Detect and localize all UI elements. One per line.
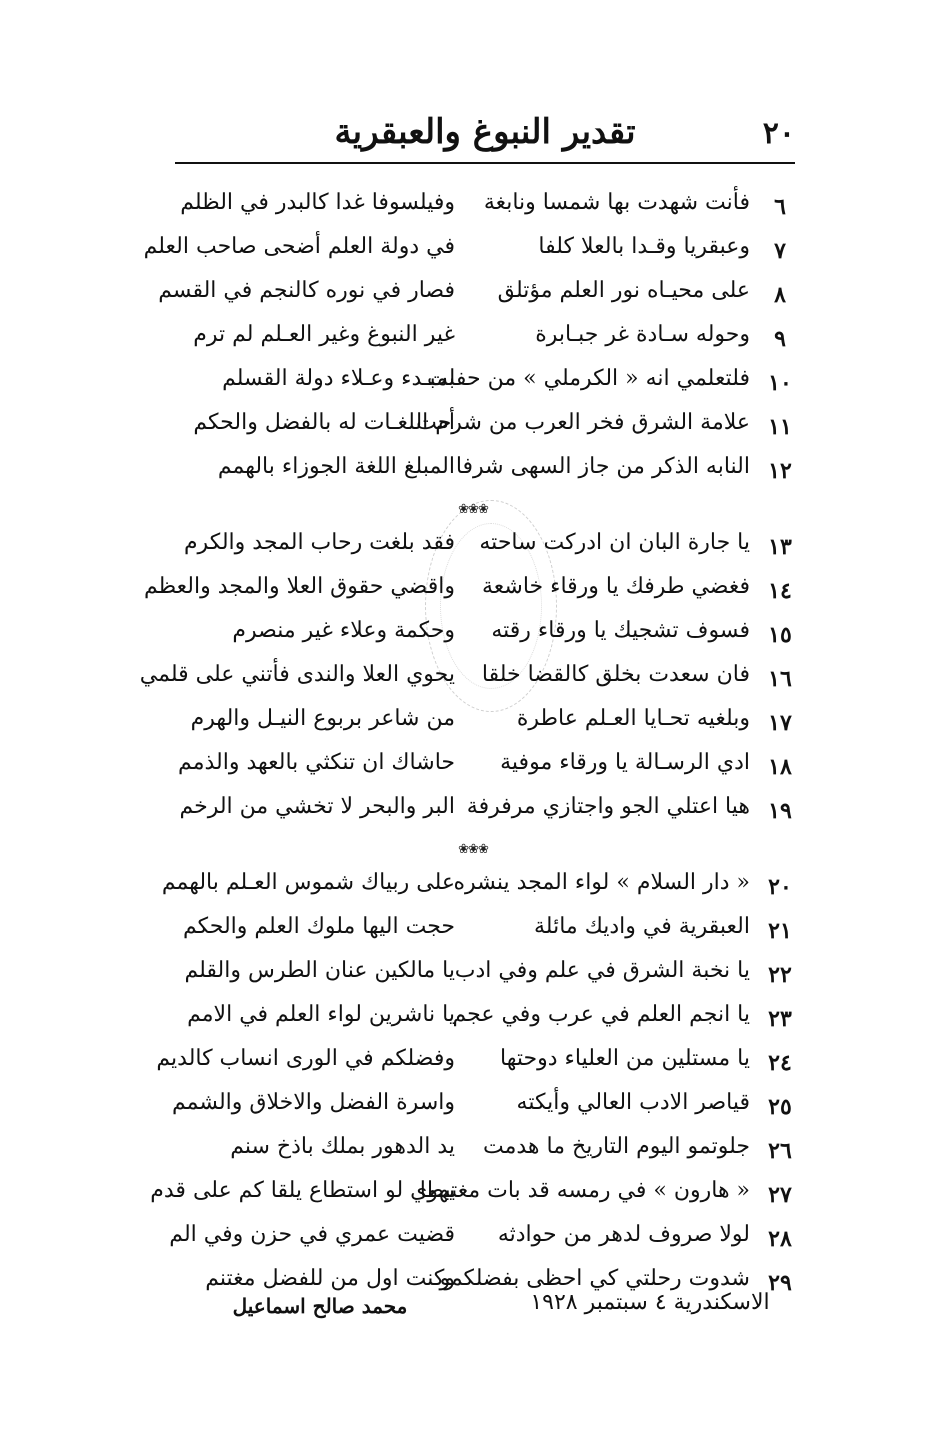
verse-line — [143, 574, 800, 618]
verse-second-hemistich: قضيت عمري في حزن وفي الم — [169, 1222, 455, 1247]
verse-number: ١٠ — [768, 370, 792, 396]
verse-first-hemistich: فلتعلمي انه « الكرملي » من حفلت — [427, 366, 750, 391]
verse-first-hemistich: يا جارة البان ان ادركت ساحته — [479, 530, 750, 555]
verse-first-hemistich: فأنت شهدت بها شمسا ونابغة — [483, 190, 750, 215]
verse-line — [156, 1046, 800, 1090]
verse-number: ١٦ — [768, 666, 792, 692]
verse-line — [175, 530, 800, 574]
verse-first-hemistich: علامة الشرق فخر العرب من شرحت — [416, 410, 750, 435]
verse-first-hemistich: هيا اعتلي الجو واجتازي مرفرفة — [466, 794, 750, 819]
verse-line — [175, 410, 800, 454]
running-title: تقدير النبوغ والعبقرية — [334, 112, 636, 152]
verse-number: ١١ — [768, 414, 792, 440]
verse-number: ٢١ — [768, 918, 792, 944]
verse-second-hemistich: بمبـدء وعـلاء دولة القسلم — [222, 366, 455, 391]
verse-number: ٢٧ — [768, 1182, 792, 1208]
verse-second-hemistich: واسرة الفضل والاخلاق والشمم — [171, 1090, 455, 1115]
verse-line — [175, 618, 800, 662]
verse-number: ٢٠ — [768, 874, 792, 900]
verse-line — [175, 750, 800, 794]
verse-second-hemistich: حجت اليها ملوك العلم والحكم — [182, 914, 455, 939]
verse-number: ١٤ — [768, 578, 792, 604]
verse-first-hemistich: جلوتمو اليوم التاريخ ما هدمت — [483, 1134, 750, 1159]
verse-second-hemistich: يهوي لو استطاع يلقا كم على قدم — [150, 1178, 455, 1203]
verse-line — [161, 870, 800, 914]
verse-second-hemistich: غير النبوغ وغير العـلم لم ترم — [193, 322, 455, 347]
verse-group-3 — [150, 870, 800, 1310]
verse-second-hemistich: المبلغ اللغة الجوزاء بالهمم — [217, 454, 455, 479]
verse-second-hemistich: يا ناشرين لواء العلم في الامم — [187, 1002, 455, 1027]
verse-second-hemistich: يحوي العلا والندى فأتني على قلمي — [139, 662, 455, 687]
author-signature: محمد صالح اسماعيل — [232, 1294, 408, 1318]
verse-second-hemistich: على ربياك شموس العـلم بالهمم — [161, 870, 455, 895]
verse-second-hemistich: من شاعر بربوع النيـل والهرم — [190, 706, 455, 731]
verse-first-hemistich: يا انجم العلم في عرب وفي عجم — [452, 1002, 750, 1027]
verse-first-hemistich: فغضي طرفك يا ورقاء خاشعة — [481, 574, 750, 599]
verse-line — [139, 662, 800, 706]
verse-first-hemistich: يا نخبة الشرق في علم وفي ادب — [454, 958, 750, 983]
section-divider-ornament: ❀❀❀ — [458, 842, 488, 857]
verse-first-hemistich: قياصر الادب العالي وأيكته — [516, 1090, 750, 1115]
verse-line — [175, 914, 800, 958]
verse-number: ٢٥ — [768, 1094, 792, 1120]
verse-second-hemistich: يد الدهور بملك باذخ سنم — [230, 1134, 455, 1159]
verse-number: ٨ — [774, 282, 786, 308]
verse-number: ١٥ — [768, 622, 792, 648]
verse-first-hemistich: يا مستلين من العلياء دوحتها — [500, 1046, 750, 1071]
verse-number: ١٧ — [768, 710, 792, 736]
verse-number: ١٨ — [768, 754, 792, 780]
verse-second-hemistich: واقضي حقوق العلا والمجد والعظم — [143, 574, 455, 599]
verse-number: ١٣ — [768, 534, 792, 560]
page-header — [175, 110, 795, 164]
verse-second-hemistich: أم اللغـات له بالفضل والحكم — [193, 410, 455, 435]
verse-second-hemistich: وفيلسوفا غدا كالبدر في الظلم — [180, 190, 455, 215]
verse-second-hemistich: يا مالكين عنان الطرس والقلم — [184, 958, 455, 983]
verse-second-hemistich: فصار في نوره كالنجم في القسم — [158, 278, 455, 303]
verse-first-hemistich: فان سعدت بخلق كالقضا خلقا — [481, 662, 750, 687]
verse-number: ١٢ — [768, 458, 792, 484]
verse-first-hemistich: العبقرية في واديك مائلة — [534, 914, 750, 939]
verse-number: ٧ — [774, 238, 786, 264]
verse-line — [175, 190, 800, 234]
verse-line — [158, 278, 800, 322]
verse-second-hemistich: وفضلكم في الورى انساب كالديم — [156, 1046, 455, 1071]
verse-second-hemistich: في دولة العلم أضحى صاحب العلم — [143, 234, 455, 259]
verse-line — [175, 322, 800, 366]
verse-group-2 — [139, 530, 800, 838]
verse-number: ٢٢ — [768, 962, 792, 988]
verse-line — [175, 1002, 800, 1046]
verse-second-hemistich: وحكمة وعلاء غير منصرم — [232, 618, 455, 643]
verse-line — [175, 794, 800, 838]
verse-first-hemistich: وحوله سـادة غر جبـابرة — [535, 322, 750, 347]
verse-second-hemistich: وكنت اول من للفضل مغتنم — [205, 1266, 455, 1291]
verse-first-hemistich: فسوف تشجيك يا ورقاء رقته — [491, 618, 750, 643]
verse-second-hemistich: حاشاك ان تنكثي بالعهد والذمم — [178, 750, 455, 775]
verse-line — [171, 1090, 800, 1134]
verse-line — [150, 1178, 800, 1222]
verse-number: ٢٤ — [768, 1050, 792, 1076]
verse-number: ٦ — [774, 194, 786, 220]
verse-first-hemistich: شدوت رحلتي كي احظى بفضلكمو — [439, 1266, 750, 1291]
verse-number: ٩ — [774, 326, 786, 352]
verse-first-hemistich: لولا صروف لدهر من حوادثه — [497, 1222, 750, 1247]
verse-line — [175, 706, 800, 750]
verse-number: ٢٩ — [768, 1270, 792, 1296]
verse-line — [143, 234, 800, 278]
verse-first-hemistich: « دار السلام » لواء المجد ينشره — [453, 870, 750, 895]
verse-number: ١٩ — [768, 798, 792, 824]
page-number: ٢٠ — [762, 116, 795, 151]
verse-first-hemistich: وعبقريا وقـدا بالعلا كلفا — [538, 234, 750, 259]
verse-line — [175, 366, 800, 410]
verse-first-hemistich: ادي الرسـالة يا ورقاء موفية — [500, 750, 750, 775]
verse-line — [175, 958, 800, 1002]
verse-line — [175, 1134, 800, 1178]
section-divider-ornament: ❀❀❀ — [458, 502, 488, 517]
verse-line — [169, 1222, 800, 1266]
verse-line — [175, 454, 800, 498]
verse-group-1 — [143, 190, 800, 498]
place-date-line: الاسكندرية ٤ سبتمبر ١٩٢٨ — [530, 1290, 770, 1315]
verse-second-hemistich: فقد بلغت رحاب المجد والكرم — [183, 530, 455, 555]
verse-number: ٢٣ — [768, 1006, 792, 1032]
verse-first-hemistich: وبلغيه تحـايا العـلم عاطرة — [516, 706, 750, 731]
verse-first-hemistich: على محيـاه نور العلم مؤتلق — [497, 278, 750, 303]
verse-first-hemistich: النابه الذكر من جاز السهى شرفا — [455, 454, 750, 479]
verse-second-hemistich: البر والبحر لا تخشي من الرخم — [179, 794, 455, 819]
verse-number: ٢٦ — [768, 1138, 792, 1164]
verse-first-hemistich: « هارون » في رمسه قد بات مغتبطا — [419, 1178, 750, 1203]
verse-number: ٢٨ — [768, 1226, 792, 1252]
